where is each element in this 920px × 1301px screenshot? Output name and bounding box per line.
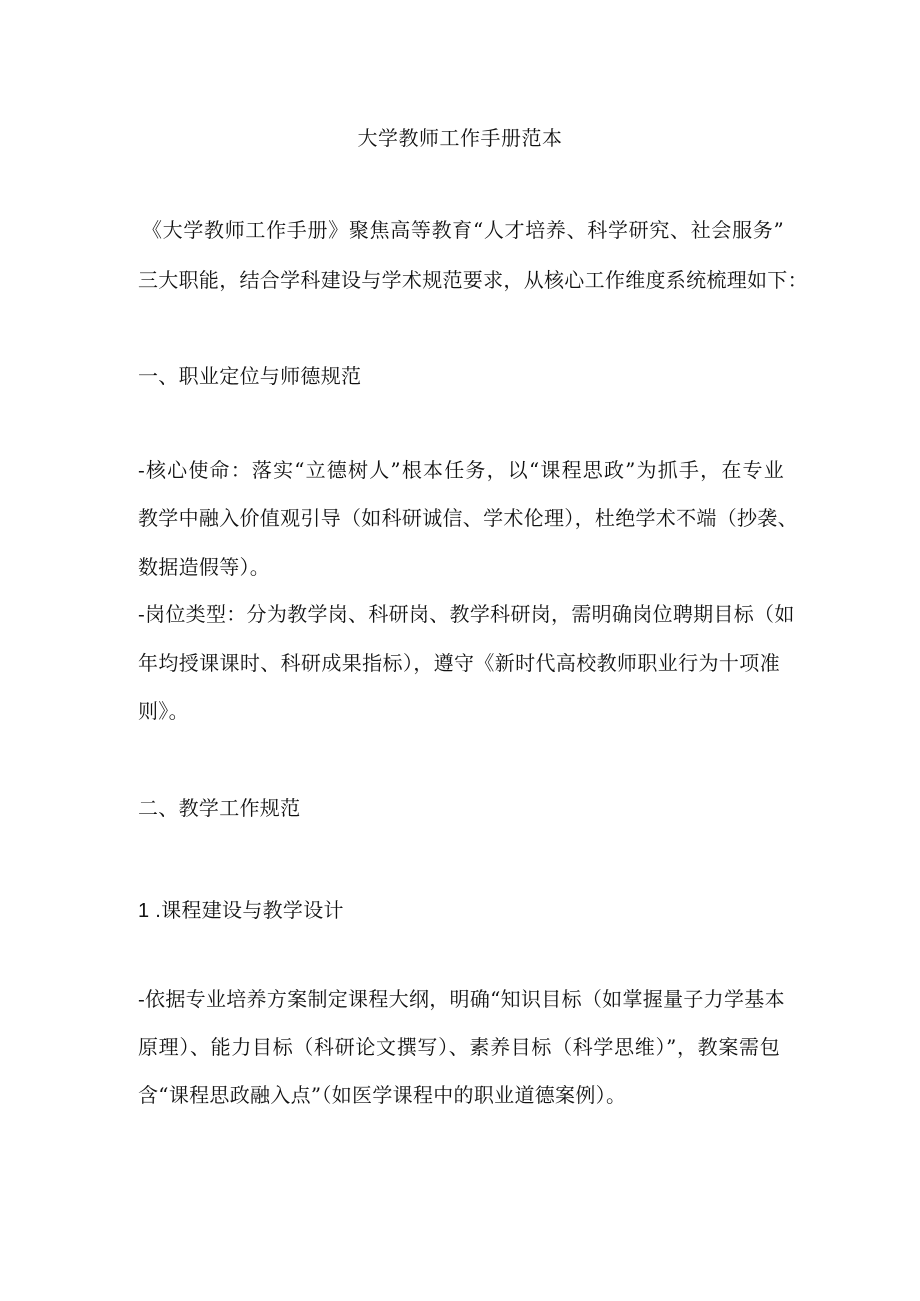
subsection1-heading: 1 .课程建设与教学设计 <box>138 900 344 922</box>
mission-line-2: 教学中融入价值观引导（如科研诚信、学术伦理），杜绝学术不端（抄袭、 <box>138 506 798 530</box>
post-line-3: 则》。 <box>138 699 189 723</box>
section2-heading: 二、教学工作规范 <box>138 796 301 820</box>
section1-heading: 一、职业定位与师德规范 <box>138 364 362 388</box>
intro-line-1: 《大学教师工作手册》聚焦高等教育“人才培养、科学研究、社会服务” <box>142 218 784 242</box>
post-line-2: 年均授课课时、科研成果指标），遵守《新时代高校教师职业行为十项准 <box>138 651 780 675</box>
document-title: 大学教师工作手册范本 <box>357 126 563 150</box>
post-line-1: -岗位类型：分为教学岗、科研岗、教学科研岗，需明确岗位聘期目标（如 <box>138 602 795 626</box>
course-line-3: 含“课程思政融入点”（如医学课程中的职业道德案例）。 <box>138 1083 627 1107</box>
course-line-1: -依据专业培养方案制定课程大纲，明确“知识目标（如掌握量子力学基本 <box>138 987 785 1011</box>
intro-line-2: 三大职能，结合学科建设与学术规范要求，从核心工作维度系统梳理如下： <box>138 268 808 292</box>
course-line-2: 原理）、能力目标（科研论文撰写）、素养目标（科学思维）”，教案需包 <box>138 1035 780 1059</box>
mission-line-3: 数据造假等）。 <box>138 555 271 579</box>
mission-line-1: -核心使命：落实“立德树人”根本任务，以“课程思政”为抓手，在专业 <box>138 458 784 482</box>
